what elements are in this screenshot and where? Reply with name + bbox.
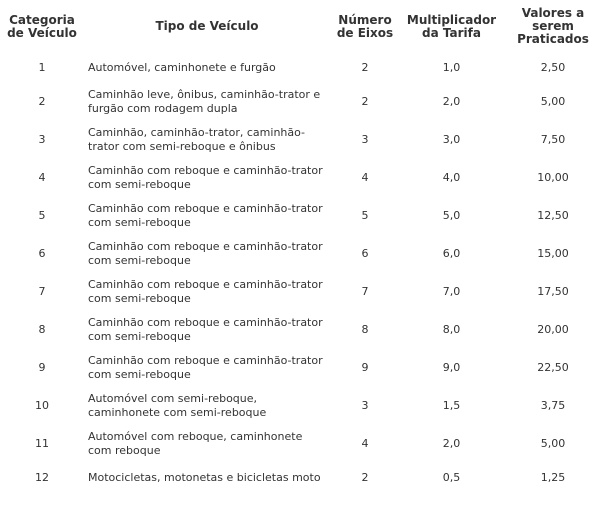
cell-tipo: Caminhão com reboque e caminhão-trator com semi-reboque xyxy=(88,202,323,229)
table-row xyxy=(0,387,603,425)
table-row xyxy=(0,159,603,197)
cell-eixos: 7 xyxy=(361,285,369,298)
cell-categoria: 11 xyxy=(35,437,49,450)
cell-tipo: Caminhão leve, ônibus, caminhão-trator e furgão com rodagem dupla xyxy=(88,88,321,115)
cell-eixos: 5 xyxy=(361,209,369,222)
cell-valor: 7,50 xyxy=(540,133,566,146)
header-eixos: Número de Eixos xyxy=(336,12,394,40)
cell-tipo: Automóvel, caminhonete e furgão xyxy=(88,61,276,74)
cell-valor: 1,25 xyxy=(540,471,566,484)
cell-categoria: 8 xyxy=(38,323,46,336)
table-row xyxy=(0,273,603,311)
cell-eixos: 9 xyxy=(361,361,369,374)
cell-multiplicador: 5,0 xyxy=(442,209,461,222)
cell-eixos: 2 xyxy=(361,471,369,484)
cell-categoria: 6 xyxy=(38,247,46,260)
cell-valor: 17,50 xyxy=(537,285,569,298)
cell-valor: 5,00 xyxy=(540,437,566,450)
cell-multiplicador: 4,0 xyxy=(442,171,461,184)
table-row xyxy=(0,235,603,273)
cell-valor: 12,50 xyxy=(537,209,569,222)
header-valor: Valores a serem Praticados xyxy=(517,6,589,46)
table-row xyxy=(0,311,603,349)
cell-eixos: 2 xyxy=(361,61,369,74)
cell-tipo: Automóvel com reboque, caminhonete com reboque xyxy=(88,430,303,457)
cell-valor: 15,00 xyxy=(537,247,569,260)
cell-valor: 2,50 xyxy=(540,61,566,74)
table-row xyxy=(0,121,603,159)
cell-valor: 22,50 xyxy=(537,361,569,374)
cell-categoria: 4 xyxy=(38,171,46,184)
table-header xyxy=(0,0,603,53)
cell-multiplicador: 8,0 xyxy=(442,323,461,336)
table-row xyxy=(0,83,603,121)
cell-multiplicador: 7,0 xyxy=(442,285,461,298)
cell-multiplicador: 1,5 xyxy=(442,399,461,412)
cell-tipo: Caminhão com reboque e caminhão-trator com semi-reboque xyxy=(88,240,323,267)
cell-valor: 20,00 xyxy=(537,323,569,336)
cell-multiplicador: 2,0 xyxy=(442,95,461,108)
cell-eixos: 2 xyxy=(361,95,369,108)
cell-tipo: Caminhão com reboque e caminhão-trator com semi-reboque xyxy=(88,278,323,305)
cell-categoria: 7 xyxy=(38,285,46,298)
cell-eixos: 4 xyxy=(361,437,369,450)
header-multiplicador: Multiplicador da Tarifa xyxy=(406,12,497,40)
cell-tipo: Caminhão com reboque e caminhão-trator com semi-reboque xyxy=(88,316,323,343)
table-row xyxy=(0,463,603,493)
cell-categoria: 10 xyxy=(35,399,49,412)
cell-tipo: Automóvel com semi-reboque, caminhonete com semi-reboque xyxy=(88,392,267,419)
cell-multiplicador: 2,0 xyxy=(442,437,461,450)
table-row xyxy=(0,425,603,463)
cell-valor: 5,00 xyxy=(540,95,566,108)
cell-eixos: 8 xyxy=(361,323,369,336)
table-row xyxy=(0,349,603,387)
table-body xyxy=(0,53,603,493)
cell-tipo: Caminhão com reboque e caminhão-trator com semi-reboque xyxy=(88,164,323,191)
cell-categoria: 12 xyxy=(35,471,49,484)
cell-valor: 10,00 xyxy=(537,171,569,184)
cell-categoria: 5 xyxy=(38,209,46,222)
header-row xyxy=(0,0,603,53)
cell-categoria: 9 xyxy=(38,361,46,374)
table-row xyxy=(0,197,603,235)
cell-categoria: 3 xyxy=(38,133,46,146)
cell-eixos: 3 xyxy=(361,133,369,146)
cell-tipo: Motocicletas, motonetas e bicicletas moto xyxy=(88,471,321,484)
cell-multiplicador: 9,0 xyxy=(442,361,461,374)
cell-multiplicador: 3,0 xyxy=(442,133,461,146)
header-categoria: Categoria de Veículo xyxy=(7,12,77,40)
cell-multiplicador: 1,0 xyxy=(442,61,461,74)
cell-valor: 3,75 xyxy=(540,399,566,412)
table-row xyxy=(0,53,603,83)
cell-tipo: Caminhão, caminhão-trator, caminhão-trator com semi-reboque e ônibus xyxy=(88,126,306,153)
cell-categoria: 1 xyxy=(38,61,46,74)
cell-categoria: 2 xyxy=(38,95,46,108)
header-tipo: Tipo de Veículo xyxy=(155,19,259,33)
cell-multiplicador: 0,5 xyxy=(442,471,461,484)
cell-eixos: 3 xyxy=(361,399,369,412)
cell-tipo: Caminhão com reboque e caminhão-trator com semi-reboque xyxy=(88,354,323,381)
cell-multiplicador: 6,0 xyxy=(442,247,461,260)
cell-eixos: 4 xyxy=(361,171,369,184)
cell-eixos: 6 xyxy=(361,247,369,260)
